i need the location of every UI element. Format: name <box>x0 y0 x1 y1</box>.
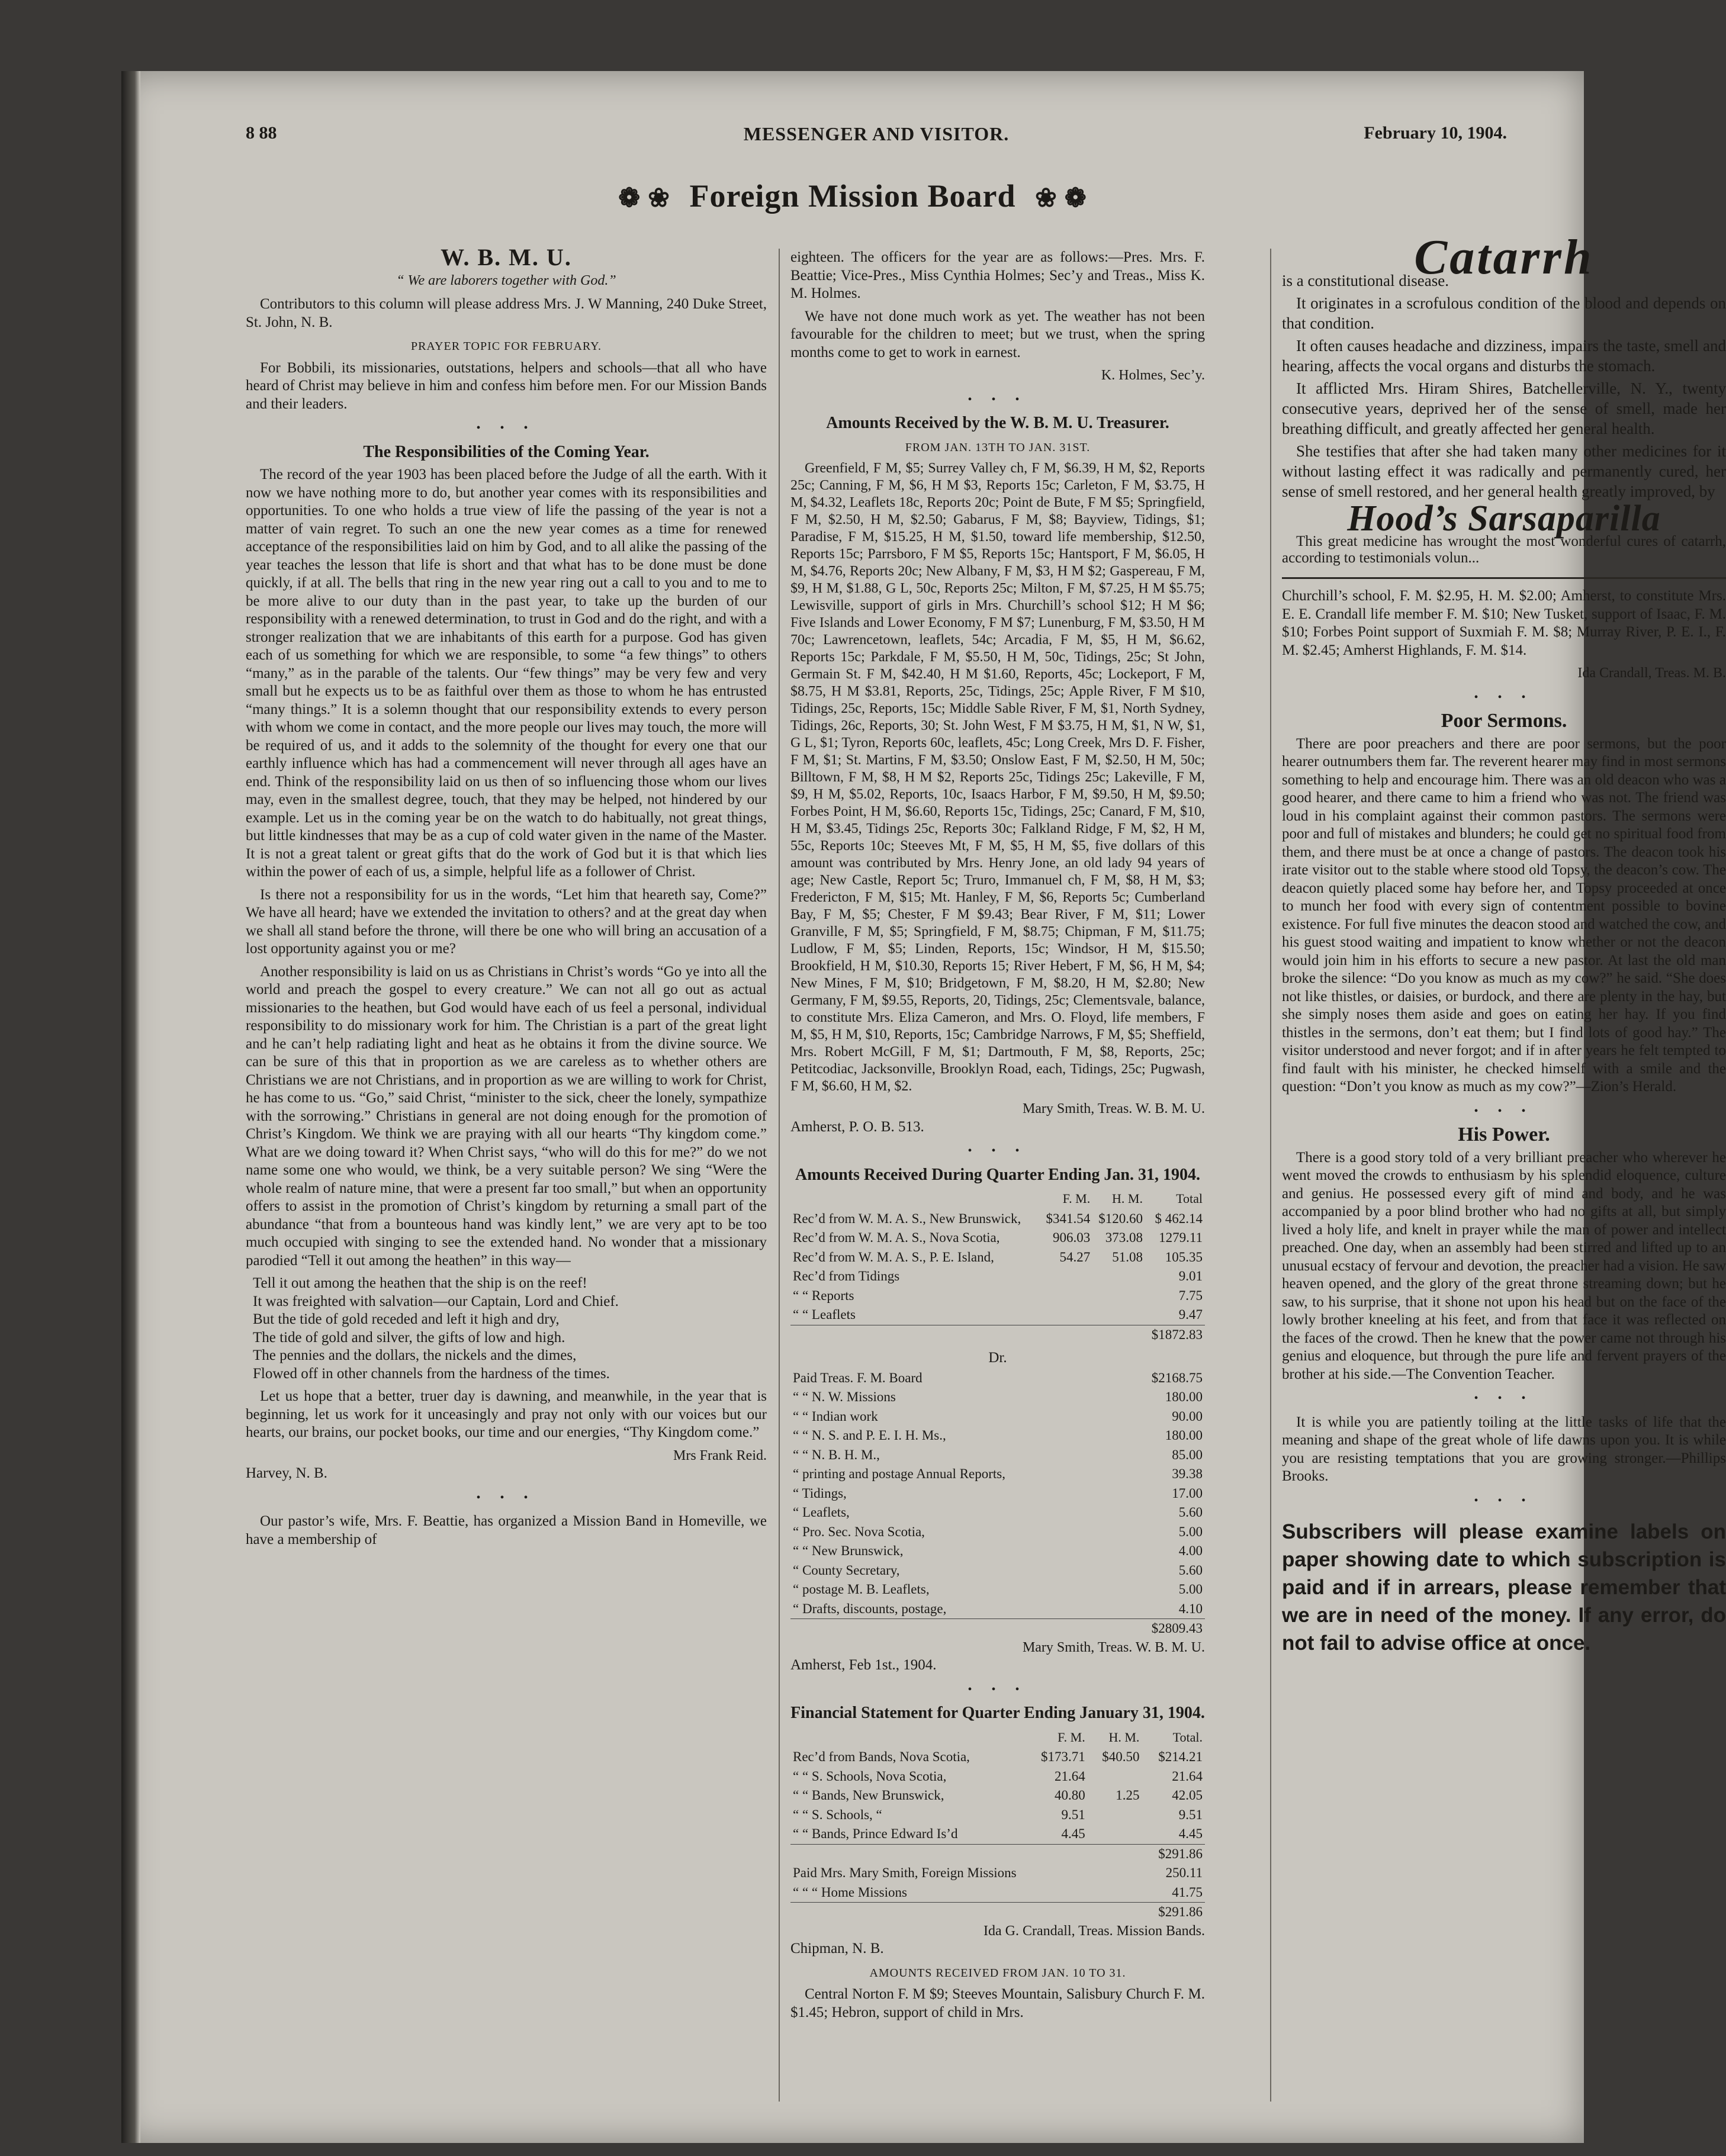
table-row: Rec’d from W. M. A. S., New Brunswick, $341.54 $120.60 $ 462.14 <box>793 1211 1203 1226</box>
separator-dots: • • • <box>476 1491 536 1504</box>
column-header: F. M. <box>1062 1191 1091 1206</box>
secretary-signature: K. Holmes, Sec’y. <box>1101 368 1205 383</box>
parody-poem <box>253 1275 767 1383</box>
table-row: “ “ Bands, Prince Edward Is’d 4.45 4.45 <box>793 1826 1203 1841</box>
article-paragraph: The record of the year 1903 has been placed before the Judge of all the earth. With it now we have nothing more to do, but another year comes with its responsibilities and opportunities. To one who holds a true view of life the passing of the year is not a matter of vain regret. To such an one the new year comes as a time for renewed acceptance of the responsibilities laid on him by God, and to all alike the passing of the year teaches the lesson that life is short and that what has to be done must be done quickly, if at all. The bells that ring in the new year ring out a call to you and to me to be more alive to our duty than in the past year, to take up the burden of our responsibility with a renewed determination, to trust in God and do the right, and with a stronger realization that we are inhabitants of this earth for a purpose. God has given each of us something for which we are responsible, to some “a few things” to others “many,” as in the parable of the talents. Our “few things” may be very few and very small but he expects us to be as faithful over them as those to whom he has entrusted “many things.” It is a solemn thought that our responsibility extends to every person with whom we come in contact, and the more people our lives may touch, the more will be required of us, and it adds to the solemnity of the thought for every one that our earthly influence which has had a commencement will never through all ages have an end. Think of the responsibility laid on us then of so influencing those whom our lives may, even in the smallest degree, touch, that they may be helped, not hindered by our example. Let us in the coming year be on the watch to do habitually, not great things, but little kindnesses that may be as a cup of cold water given in the name of the Master. It is not a great talent or great gifts that do the work of God but it is that which lies within the power of each of us, a simple, helpful life as a follower of Christ. <box>246 466 767 880</box>
leaf-ornament-icon: ❀ ❁ <box>1035 184 1087 213</box>
table-row: “ “ Reports 7.75 <box>793 1288 1203 1303</box>
table-row: “ “ S. Schools, Nova Scotia, 21.64 21.64 <box>793 1768 1203 1784</box>
total-row <box>790 1903 1205 1922</box>
ad-brand: Hood’s Sarsaparilla <box>1347 498 1661 539</box>
quarter-table <box>790 1189 1205 1344</box>
page-header <box>246 123 1507 159</box>
his-power-title: His Power. <box>1458 1124 1550 1145</box>
quarter-total: $1872.83 <box>1145 1325 1205 1344</box>
separator-dots: • • • <box>968 392 1028 406</box>
table-row: “ printing and postage Annual Reports, 39.38 <box>793 1466 1203 1481</box>
treasurer-signature: Mary Smith, Treas. W. B. M. U. <box>1022 1101 1205 1116</box>
separator-dots: • • • <box>1474 1494 1534 1507</box>
total-row <box>790 1325 1205 1344</box>
late-amounts-text: Central Norton F. M $9; Steeves Mountain, Salisbury Church F. M. $1.45; Hebron, support of child in Mrs. <box>790 1986 1205 2020</box>
prayer-topic-text: For Bobbili, its missionaries, outstations, helpers and schools—that all who have heard of Christ may believe in him and confess him before men. For our Mission Bands and their leaders. <box>246 359 767 412</box>
brooks-quote: It is while you are patiently toiling at the little tasks of life that the meaning and shape of the great whole of life dawns upon you. It is while you are resisting temptations that you are growing stronger.—Phillips Brooks. <box>1282 1414 1726 1484</box>
table-row: “ Tidings, 17.00 <box>793 1485 1203 1501</box>
debit-label: Dr. <box>988 1350 1007 1366</box>
poem-line: It was freighted with salvation—our Captain, Lord and Chief. <box>253 1293 619 1309</box>
wbmu-heading: W. B. M. U. <box>441 244 572 271</box>
masthead: MESSENGER AND VISITOR. <box>743 123 1010 144</box>
debit-total: $2809.43 <box>1120 1619 1205 1639</box>
page-number: 8 88 <box>246 123 277 143</box>
ad-paragraph: is a constitutional disease. <box>1282 271 1449 289</box>
financial-title: Financial Statement for Quarter Ending January 31, 1904. <box>790 1704 1205 1722</box>
article-paragraph: Is there not a responsibility for us in the words, “Let him that heareth say, Come?” We have all heard; have we extended the invitation to others? and at the great day when we shall all stand before the throne, will there be one who will bring an accusation of a lost opportunity against you or me? <box>246 886 767 957</box>
table-row: “ County Secretary, 5.60 <box>793 1562 1203 1578</box>
table-row: Paid Treas. F. M. Board $2168.75 <box>793 1370 1203 1385</box>
total-row <box>790 1844 1205 1864</box>
column-header: Total <box>1176 1191 1203 1206</box>
poem-line: But the tide of gold receded and left it high and dry, <box>253 1311 560 1327</box>
column-rule <box>779 249 780 2102</box>
author-place: Harvey, N. B. <box>246 1465 327 1481</box>
table-row: “ “ Indian work 90.00 <box>793 1408 1203 1424</box>
column-header: H. M. <box>1108 1729 1140 1745</box>
bands-signature: Ida Crandall, Treas. M. B. <box>1577 665 1726 681</box>
ad-headline: Catarrh <box>1414 230 1594 285</box>
amounts-title: Amounts Received by the W. B. M. U. Treasurer. <box>826 414 1169 432</box>
column-wbmu <box>246 244 767 1553</box>
quarter-title: Amounts Received During Quarter Ending Jan. 31, 1904. <box>795 1165 1200 1184</box>
poem-line: The tide of gold and silver, the gifts of low and high. <box>253 1329 565 1346</box>
column-rule <box>1270 249 1271 2102</box>
table-row: “ “ Bands, New Brunswick, 40.80 1.25 42.05 <box>793 1788 1203 1803</box>
poem-line: The pennies and the dollars, the nickels and the dimes, <box>253 1347 577 1363</box>
poor-sermons-text: There are poor preachers and there are poor sermons, but the poor hearer outnumbers them far. The reverent hearer may find in most sermons something to help and encourage him. There was an old deacon who was a good hearer, and there came to him a friend who was not. The friend was loud in his complaint against their common pastors. The sermons were poor and full of mistakes and blunders; he could get no spiritual food from them, and there must be at once a change of pastors. The deacon took his irate visitor out to the stable where stood old Topsy, the deacon’s cow. The deacon quietly placed some hay before her, and Topsy proceeded at once to munch her food with every sign of contentment possible to bovine existence. For full five minutes the deacon stood and watched the cow, and his guest stood waiting and impatient to know whether or not the deacon would join him in his efforts to secure a new pastor. At last the old man broke the silence: “Do you know as much as my cow?” he said. “She does not like thistles, or daisies, or burdock, and there are plenty in the hay, but she simply noses them aside and goes on eating her hay. If you find thistles in the sermons, don’t eat them; but I find lots of good hay.” The visitor understood and never forgot; and if in after years he felt tempted to find fault with his minister, he checked himself with a smile and the question: “Don’t you know as much as my cow?”—Zion’s Herald. <box>1282 735 1726 1095</box>
mission-band-paragraph: Our pastor’s wife, Mrs. F. Beattie, has organized a Mission Band in Homeville, we have a membership of <box>246 1513 767 1547</box>
mission-band-continued: eighteen. The officers for the year are as follows:—Pres. Mrs. F. Beattie; Vice-Pres., Miss Cynthia Holmes; Sec’y and Treas., Miss K. M. Holmes. <box>790 249 1205 301</box>
wbmu-intro: Contributors to this column will please address Mrs. J. W Manning, 240 Duke Street, St. John, N. B. <box>246 296 767 330</box>
amounts-list: Greenfield, F M, $5; Surrey Valley ch, F M, $6.39, H M, $2, Reports 25c; Canning, F M, $6, H M $3, Reports 15c; Carleton, F M, $3.75, H M, $4.32, Leaflets 18c, Reports 20c; Point de Bute, F M $5; Springfield, F M, $2.50, H M, $2.50; Gabarus, F M, $8; Bayview, Tidings, $1; Paradise, F M, $15.25, H M, $1.50, toward life membership, $12.50, Reports 15c; Parrsboro, F M $5, Reports 15c; Hantsport, F M, $6.05, H M, $4.76, Reports 20c; New Albany, F M, $3, H M $2; Gaspereau, F M, $9, H M, $1.88, G L, 50c, Reports 25c; Milton, F M, $7.25, H M $5.75; Lewisville, support of girls in Mrs. Churchill’s school $12; H M $6; Five Islands and Lower Economy, F M $7; Lunenburg, F M, $3.50, H M 70c; Lawrencetown, leaflets, 54c; Arcadia, F M, $5, H M, $6.62, Reports 15c; Parkdale, F M, $5.50, H M, 50c, Tidings, 25c; St John, Germain St. F M, $42.40, H M $1.60, Reports, 45c; Lockeport, F M, $8.75, H M $3.81, Reports, 25c, Tidings, 25c; Apple River, F M $10, Tidings, 25c, Reports, 15c; Middle Sable River, F M, $1, North Sydney, Tidings, 26c, Reports, 30; St. John West, F M $3.75, H M, $1, N W, $1, G L, $1; Tyron, Reports 60c, leaflets, 45c; Long Creek, Mrs D. F. Fisher, F M, $1; St. Martins, F M, $3.50; Onslow East, F M, $2.50, H M, 50c; Billtown, F M, $8, H M $2, Reports 25c, Tidings 25c; Lakeville, F M, $9, H M, $5.02, Reports, 10c, Isaacs Harbor, F M, $9.50, H M, $9.50; Forbes Point, H M, $6.60, Reports 15c, Tidings, 25c; Canard, F M, $10, H M, $3.45, Tidings 25c, Reports 30c; Falkland Ridge, F M, $2, H M, 55c, Reports 10c; Steeves Mt, F M, $5, H M, $5, five dollars of this amount was contributed by Mrs. Henry Jone, an old lady 94 years of age; New Castle, Report 5c; Truro, Immanuel ch, F M, $8, H M, $3; Fredericton, F M, $15; Mt. Hanley, F M, $6, Reports 5c; Cumberland Bay, F M, $5; Chester, F M $9.43; Bear River, F M, $11; Lower Granville, F M, $5; Springfield, F M, $8.75; Chipman, F M, $11.75; Ludlow, F M, $5; Linden, Reports, 15c; Windsor, H M, $15.50; Brookfield, H M, $10.30, Reports 15; River Hebert, F M, $6, H M, $4; New Mines, F M, $10; Bridgetown, F M, $8.20, H M, $2.80; New Germany, F M, $9.55, Reports, 20, Tidings, 25c; Clementsvale, balance, to constitute Mrs. Eliza Cameron, and Mrs. O. Floyd, life members, F M, $5, H M, $10, Reports, 15c; Cambridge Narrows, F M, $5; Sheffield, Mrs. Robert McGill, F M, $1; Dartmouth, F M, $8, Reports, 25c; Petitcodiac, Jacksonville, Brooklyn Road, each, Tidings, 25c; Pugwash, F M, $6.60, H M, $2. <box>790 461 1205 1094</box>
poem-line: Tell it out among the heathen that the ship is on the reef! <box>253 1275 587 1291</box>
ad-paragraph: It originates in a scrofulous condition of the blood and depends on that condition. <box>1282 294 1726 332</box>
separator-dots: • • • <box>1474 1104 1534 1118</box>
table-row: “ postage M. B. Leaflets, 5.00 <box>793 1582 1203 1597</box>
separator-dots: • • • <box>968 1144 1028 1157</box>
poor-sermons-title: Poor Sermons. <box>1441 710 1567 732</box>
mission-band-continued: We have not done much work as yet. The weather has not been favourable for the children to meet; but we trust, when the spring months come to get to work in earnest. <box>790 308 1205 361</box>
separator-dots: • • • <box>1474 690 1534 704</box>
table-row: “ “ S. Schools, “ 9.51 9.51 <box>793 1807 1203 1822</box>
table-row: Rec’d from W. M. A. S., P. E. Island, 54.27 51.08 105.35 <box>793 1249 1203 1264</box>
ad-paragraph: She testifies that after she had taken many other medicines for it without lasting effect it was radically and permanently cured, her sense of smell restored, and her general health greatly improved, by <box>1282 442 1726 500</box>
table-row: Rec’d from Tidings 9.01 <box>793 1269 1203 1283</box>
his-power-text: There is a good story told of a very brilliant preacher who wherever he went moved the crowds to enthusiasm by his splendid eloquence, culture and genius. He possessed every gift of mind and body, and he was accompanied by a poor blind brother who had no gifts at all, but simply lived a holy life, and knelt in prayer while the man of power and intellect preached. One day, when an assembly had been stirred and lifted up to an unusual ecstacy of fervour and devotion, the preacher had a vision. He saw heaven opened, and the glory of the great throne streaming down; but he saw, to his surprise, that it shone not upon his head but on the face of the lowly brother kneeling at his feet, and from that face it was reflected on the faces of the crowd. Then he knew that the power came not through his genius and eloquence, but through the pure life and fervent prayers of the brother at his side.—The Convention Teacher. <box>1282 1149 1726 1382</box>
financial-total: $291.86 <box>1142 1903 1205 1922</box>
subscriber-notice: Subscribers will please examine labels on paper showing date to which subscription is paid and if in arrears, please remember that we are in need of the money. If any error, do not fail to advise office at once. <box>1282 1520 1726 1655</box>
financial-table <box>790 1727 1205 1922</box>
issue-date: February 10, 1904. <box>1364 123 1507 143</box>
debit-table <box>790 1369 1205 1639</box>
table-header-row <box>790 1727 1205 1748</box>
treasurer-signature: Mary Smith, Treas. W. B. M. U. <box>1022 1639 1205 1655</box>
separator-dots: • • • <box>476 421 536 435</box>
table-row: “ Pro. Sec. Nova Scotia, 5.00 <box>793 1524 1203 1539</box>
late-amounts-heading: AMOUNTS RECEIVED FROM JAN. 10 TO 31. <box>869 1966 1126 1980</box>
separator-dots: • • • <box>968 1682 1028 1696</box>
total-row <box>790 1619 1205 1639</box>
table-row: “ “ N. S. and P. E. I. H. Ms., 180.00 <box>793 1428 1203 1443</box>
treasurer-place: Amherst, Feb 1st., 1904. <box>790 1657 937 1673</box>
leaf-ornament-icon: ❁ ❀ <box>618 184 670 213</box>
table-row: “ “ N. B. H. M., 85.00 <box>793 1447 1203 1462</box>
table-row: Rec’d from Bands, Nova Scotia, $173.71 $40.50 $214.21 <box>793 1749 1203 1764</box>
table-row: Paid Mrs. Mary Smith, Foreign Missions 250.11 <box>793 1865 1203 1880</box>
separator-dots: • • • <box>1474 1392 1534 1405</box>
article-paragraph: Let us hope that a better, truer day is dawning, and meanwhile, in the year that is beginning, let us work for it unceasingly and pray not only with our voices but our hearts, our brains, our pocket books, our time and our energies, “Thy Kingdom come.” <box>246 1388 767 1440</box>
article-paragraph: Another responsibility is laid on us as Christians in Christ’s words “Go ye into all the world and preach the gospel to every creature.” We can not all go out as actual missionaries to the heathen, but God would have each of us feel a personal, individual responsibility to do missionary work for him. The Christian is a part of the great light and he can’t help radiating light and heat as he obtains it from the divine source. We can be sure of this that in proportion as we are careless as to whether others are Christians we are not Christians, and in proportion as we are willing to work for Christ, he has come to us. “Go,” said Christ, “minister to the sick, cheer the lonely, sympathize with the sorrowing.” Christians in general are not doing enough for the promotion of Christ’s Kingdom. We think we are praying with all our hearts “Thy kingdom come.” What are we doing toward it? When Christ says, “who will do this for me?” do we not name some one who would, we think, be a very suitable person? We sing “Were the whole realm of nature mine, that were a present far too small,” but when an opportunity offers to assist in the promotion of Christ’s kingdom by returning a small part of the abundance “that from a bounteous hand was kindly lent,” we are very apt to be too much occupied with singing to see the extended hand. No wonder that a missionary parodied “Tell it out among the heathen” in this way— <box>246 963 767 1269</box>
article-title: The Responsibilities of the Coming Year. <box>363 442 650 461</box>
treasurer-place: Amherst, P. O. B. 513. <box>790 1118 924 1135</box>
column-header: F. M. <box>1058 1729 1085 1745</box>
column-header: Total. <box>1172 1729 1203 1745</box>
author-signature: Mrs Frank Reid. <box>673 1447 767 1463</box>
column-header: H. M. <box>1112 1191 1143 1206</box>
column-treasurer <box>790 249 1205 2026</box>
ad-paragraph: This great medicine has wrought the most wonderful cures of catarrh, according to testimonials volun... <box>1282 533 1726 566</box>
ad-paragraph: It afflicted Mrs. Hiram Shires, Batchellerville, N. Y., twenty consecutive years, deprived her of the sense of smell, made her breathing difficult, and greatly affected her general health. <box>1282 379 1726 437</box>
bands-treasurer-place: Chipman, N. B. <box>790 1941 884 1957</box>
hoods-advertisement <box>1282 230 1726 579</box>
prayer-topic-heading: PRAYER TOPIC FOR FEBRUARY. <box>410 340 602 353</box>
financial-subtotal: $291.86 <box>1142 1844 1205 1864</box>
table-row: “ “ New Brunswick, 4.00 <box>793 1543 1203 1558</box>
bands-treasurer-signature: Ida G. Crandall, Treas. Mission Bands. <box>983 1923 1205 1939</box>
table-row: “ Drafts, discounts, postage, 4.10 <box>793 1601 1203 1616</box>
bands-continued: Churchill’s school, F. M. $2.95, H. M. $2.00; Amherst, to constitute Mrs. E. E. Crandall life member F. M. $10; New Tusket, support of Isaac, F. M. $10; Forbes Point support of Suxmiah F. M. $8; Murray River, P. E. I., F. M. $2.45; Amherst Highlands, F. M. $14. <box>1282 588 1726 658</box>
table-row: “ Leaflets, 5.60 <box>793 1505 1203 1520</box>
newspaper-page <box>121 71 1726 2143</box>
section-title-text: Foreign Mission Board <box>689 178 1016 214</box>
column-right <box>1282 230 1726 1657</box>
table-header-row <box>790 1189 1205 1209</box>
ad-paragraph: It often causes headache and dizziness, impairs the taste, smell and hearing, affects the vocal organs and disturbs the stomach. <box>1282 336 1726 375</box>
table-row: “ “ Leaflets 9.47 <box>793 1307 1203 1322</box>
amounts-date-range: FROM JAN. 13TH TO JAN. 31ST. <box>905 440 1091 454</box>
page-edge-shadow <box>121 71 140 2143</box>
table-row: Rec’d from W. M. A. S., Nova Scotia, 906.03 373.08 1279.11 <box>793 1230 1203 1245</box>
table-row: “ “ “ Home Missions 41.75 <box>793 1884 1203 1900</box>
wbmu-motto: “ We are laborers together with God.” <box>396 272 616 288</box>
poem-line: Flowed off in other channels from the hardness of the times. <box>253 1365 610 1382</box>
section-title <box>121 178 1584 214</box>
table-row: “ “ N. W. Missions 180.00 <box>793 1389 1203 1404</box>
